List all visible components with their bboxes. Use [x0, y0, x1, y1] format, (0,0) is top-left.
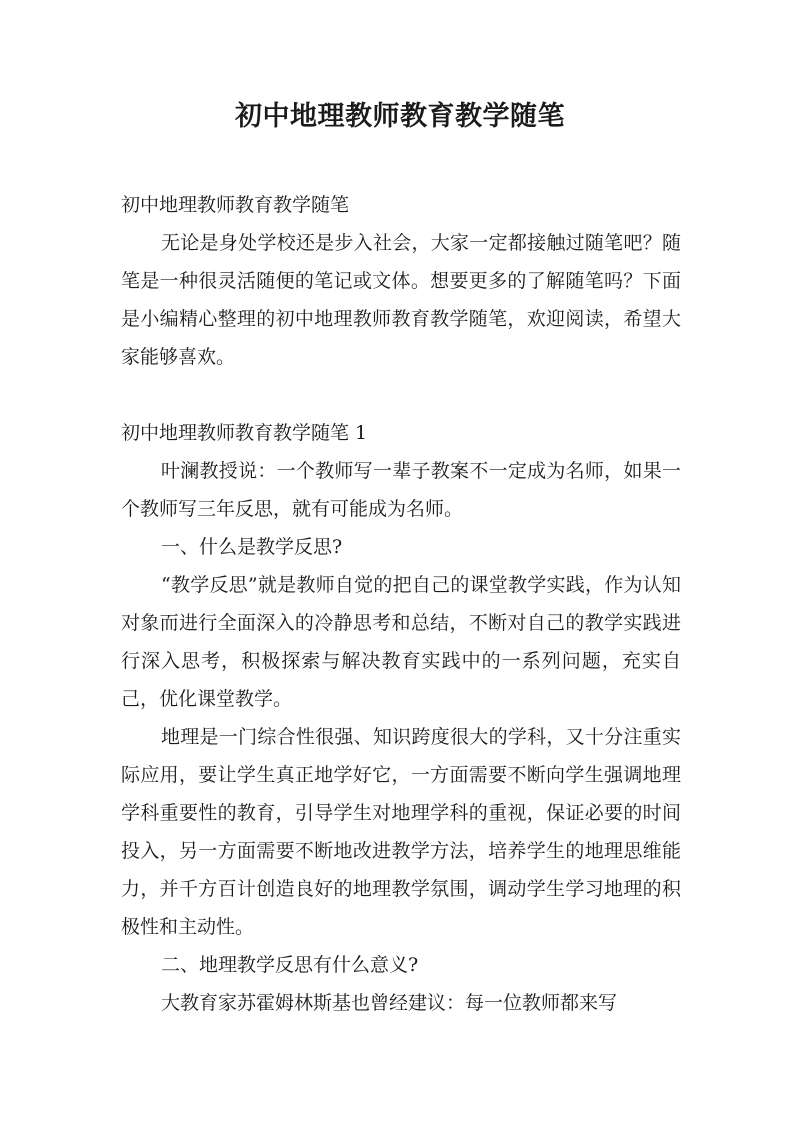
paragraph-geography: 地理是一门综合性很强、知识跨度很大的学科，又十分注重实际应用，要让学生真正地学好它，一方面需要不断向学生强调地理学科重要性的教育，引导学生对地理学科的重视，保证必要的时间投入，另一方面需要不断地改进教学方法，培养学生的地理思维能力，并千方百计创造良好的地理教学氛围，调动学生学习地理的积极性和主动性。: [121, 726, 681, 938]
paragraph-spacer: [121, 376, 681, 414]
document-body: [121, 186, 681, 1022]
question-heading-2: 二、地理教学反思有什么意义?: [161, 954, 419, 976]
section-heading: 初中地理教师教育教学随笔 1: [121, 422, 368, 444]
intro-paragraph: 无论是身处学校还是步入社会，大家一定都接触过随笔吧？随笔是一种很灵活随便的笔记或文体。想要更多的了解随笔吗？下面是小编精心整理的初中地理教师教育教学随笔，欢迎阅读，希望大家能够喜欢。: [121, 232, 681, 368]
subtitle-line: 初中地理教师教育教学随笔: [121, 194, 350, 216]
paragraph-definition: “教学反思”就是教师自觉的把自己的课堂教学实践，作为认知对象而进行全面深入的冷静思考和总结，不断对自己的教学实践进行深入思考，积极探索与解决教育实践中的一系列问题，充实自己，优化课堂教学。: [121, 574, 681, 710]
paragraph-suggestion: 大教育家苏霍姆林斯基也曾经建议：每一位教师都来写: [161, 992, 618, 1014]
paragraph-quote: 叶澜教授说：一个教师写一辈子教案不一定成为名师，如果一个教师写三年反思，就有可能成为名师。: [121, 460, 681, 520]
document-title: 初中地理教师教育教学随笔: [235, 101, 565, 132]
question-heading-1: 一、什么是教学反思?: [161, 536, 343, 558]
